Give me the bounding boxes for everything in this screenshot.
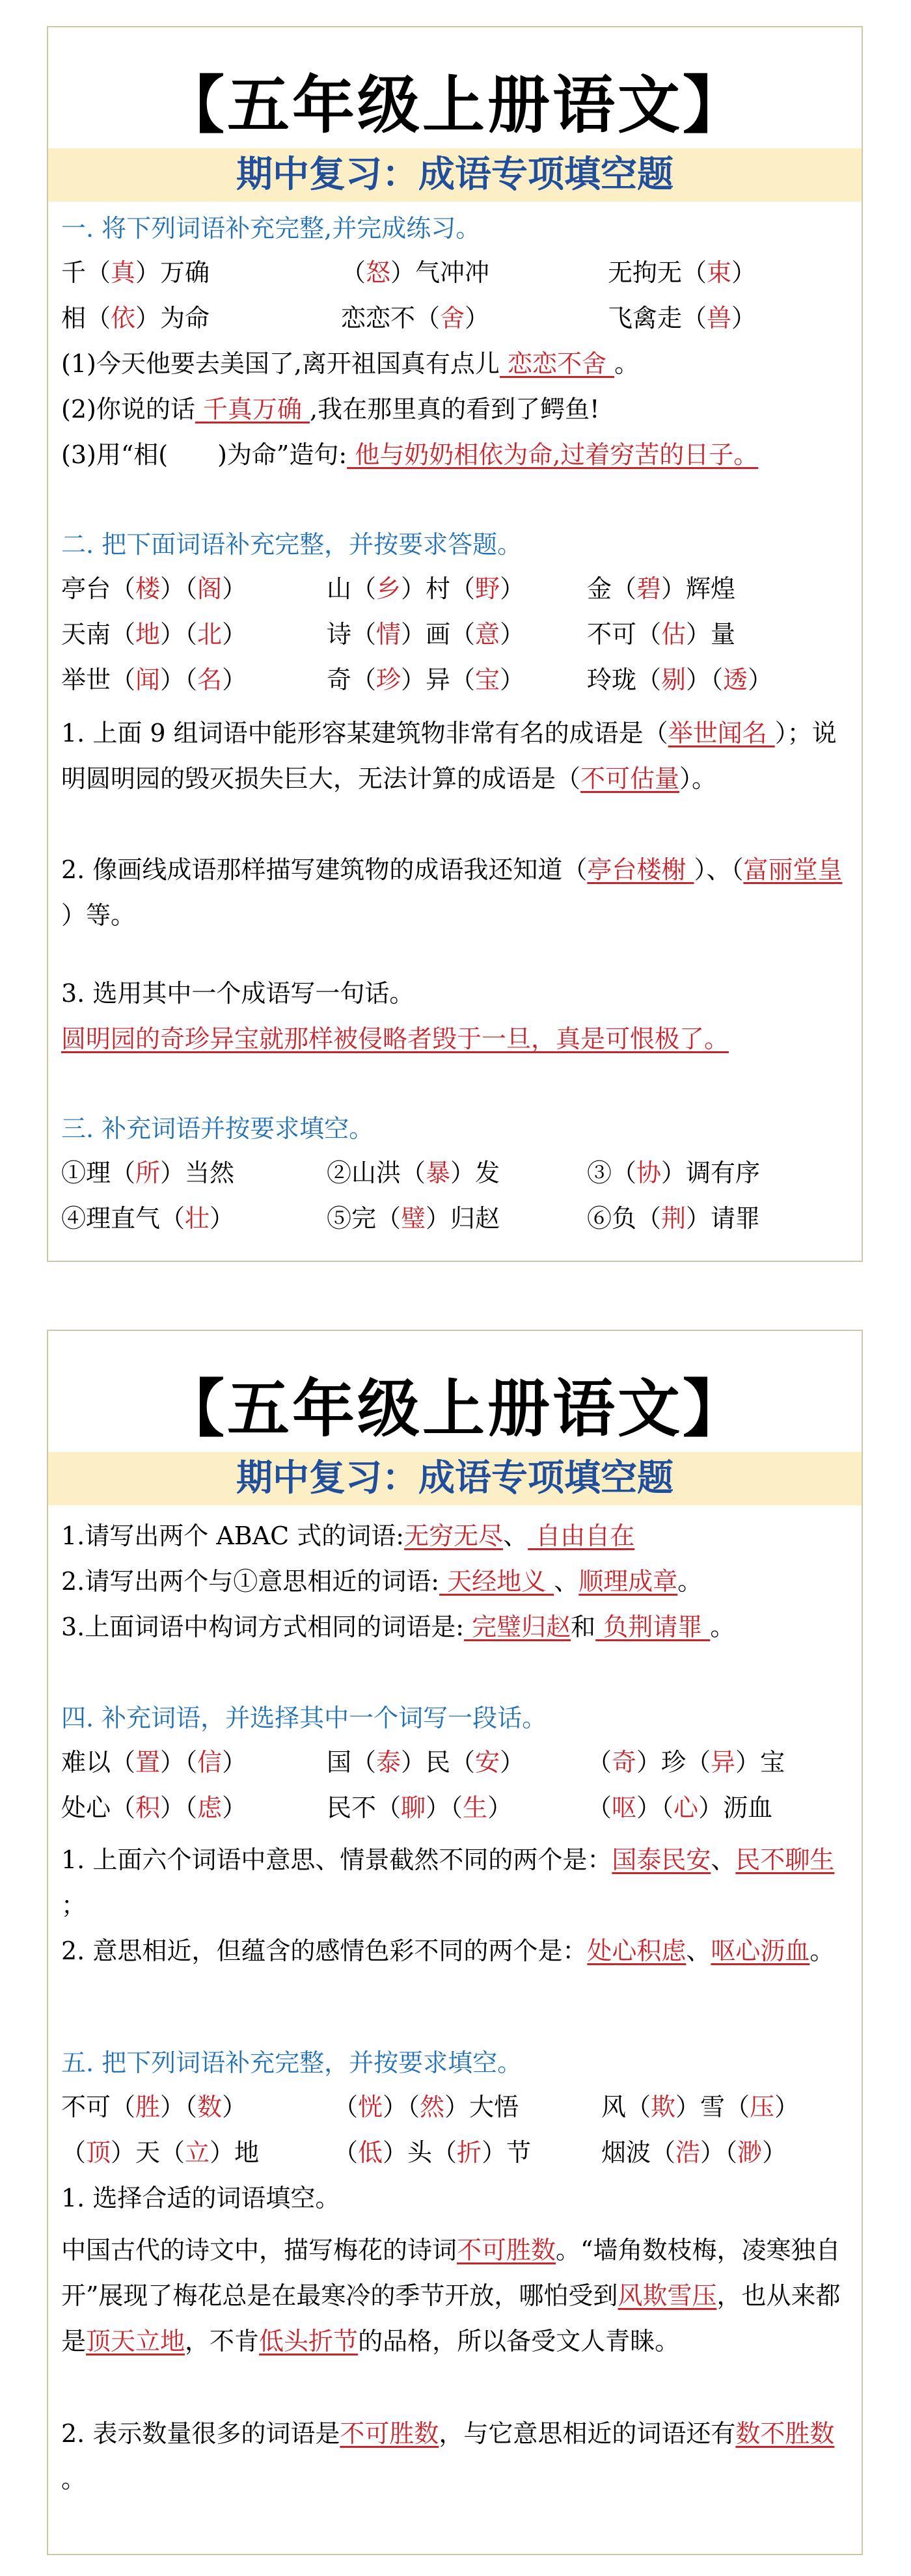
idiom-item: 难以（置）（信） [61, 1748, 247, 1777]
section-5-heading: 五. 把下列词语补充完整，并按要求填空。 [61, 2048, 523, 2077]
page-title: 【五年级上册语文】 [162, 1373, 748, 1445]
idiom-item: ⑥负（荆）请罪 [587, 1204, 761, 1233]
idiom-item: 风（欺）雪（压） [601, 2093, 800, 2121]
answer-line: 圆明园的奇珍异宝就那样被侵略者毁于一旦，真是可恨极了。 [61, 1025, 729, 1053]
idiom-item: ④理直气（壮） [61, 1204, 235, 1233]
idiom-item: （顶）天（立）地 [61, 2138, 260, 2167]
question-line: 3. 选用其中一个成语写一句话。 [61, 979, 415, 1008]
worksheet-page-2 [47, 1330, 863, 2555]
idiom-item: ③（协）调有序 [587, 1159, 761, 1187]
question-paragraph: 2. 像画线成语那样描写建筑物的成语我还知道（亭台楼榭 ）、（富丽堂皇 ）等。 [61, 855, 843, 930]
idiom-item: 处心（积）（虑） [61, 1793, 247, 1822]
idiom-item: （呕）（心）沥血 [587, 1793, 773, 1822]
idiom-item: 不可（胜）（数） [61, 2093, 247, 2121]
idiom-item: 亭台（楼）（阁） [61, 574, 247, 603]
question-paragraph: 中国古代的诗文中，描写梅花的诗词不可胜数。“墙角数枝梅，凌寒独自开”展现了梅花总是在最寒冷的季节开放，哪怕受到风欺雪压，也从来都是顶天立地，不肯低头折节的品格，所以备受文人青睐。 [61, 2236, 841, 2355]
section-2-heading: 二. 把下面词语补充完整，并按要求答题。 [61, 530, 523, 559]
subtitle-banner: 期中复习：成语专项填空题 [48, 1452, 862, 1505]
idiom-item: 民不（聊）（生） [327, 1793, 513, 1822]
idiom-item: 相（依）为命 [61, 304, 210, 332]
idiom-item: 千（真）万确 [61, 258, 210, 287]
idiom-item: 无拘无（束） [608, 258, 757, 287]
idiom-item: ①理（所）当然 [61, 1159, 235, 1187]
idiom-item: 奇（珍）异（宝） [327, 665, 525, 694]
idiom-item: 恋恋不（舍） [341, 304, 490, 332]
section-3-heading: 三. 补充词语并按要求填空。 [61, 1114, 374, 1143]
idiom-item: （低）头（折）节 [333, 2138, 532, 2167]
subtitle-banner: 期中复习：成语专项填空题 [48, 148, 862, 202]
question-line: 3.上面词语中构词方式相同的词语是: 完璧归赵和 负荆请罪 。 [61, 1613, 735, 1641]
idiom-item: （恍）（然）大悟 [333, 2093, 519, 2121]
page-title: 【五年级上册语文】 [162, 69, 748, 142]
idiom-item: ②山洪（暴）发 [327, 1159, 500, 1187]
idiom-item: 国（泰）民（安） [327, 1748, 525, 1777]
idiom-item: 玲珑（剔）（透） [587, 665, 773, 694]
idiom-item: （奇）珍（异）宝 [587, 1748, 785, 1777]
idiom-item: 不可（估）量 [587, 620, 736, 649]
question-line: (2)你说的话 千真万确 ,我在那里真的看到了鳄鱼! [61, 395, 600, 423]
idiom-item: ⑤完（璧）归赵 [327, 1204, 500, 1233]
question-paragraph: 1. 上面 9 组词语中能形容某建筑物非常有名的成语是（举世闻名 ）；说明圆明园的毁灭损失巨大，无法计算的成语是（不可估量）。 [61, 719, 837, 793]
question-line: 1. 选择合适的词语填空。 [61, 2184, 340, 2212]
idiom-item: 烟波（浩）（渺） [601, 2138, 787, 2167]
question-line: 1.请写出两个 ABAC 式的词语:无穷无尽、 自由自在 [61, 1522, 635, 1550]
question-paragraph: 1. 上面六个词语中意思、情景截然不同的两个是：国泰民安、民不聊生 ； [61, 1845, 835, 1920]
idiom-item: 举世（闻）（名） [61, 665, 247, 694]
worksheet-page-1 [47, 26, 863, 1262]
question-line: 2.请写出两个与①意思相近的词语: 天经地义 、顺理成章。 [61, 1567, 703, 1596]
section-1-heading: 一. 将下列词语补充完整,并完成练习。 [61, 214, 481, 243]
question-paragraph: 2. 表示数量很多的词语是不可胜数，与它意思相近的词语还有数不胜数 。 [61, 2419, 835, 2493]
question-line: (3)用“相( )为命”造句: 他与奶奶相依为命,过着穷苦的日子。 [61, 440, 759, 469]
idiom-item: 诗（情）画（意） [327, 620, 525, 649]
question-paragraph: 2. 意思相近，但蕴含的感情色彩不同的两个是：处心积虑、呕心沥血。 [61, 1937, 835, 1965]
idiom-item: （怒）气冲冲 [341, 258, 490, 287]
idiom-item: 山（乡）村（野） [327, 574, 525, 603]
idiom-item: 飞禽走（兽） [608, 304, 757, 332]
idiom-item: 天南（地）（北） [61, 620, 247, 649]
section-4-heading: 四. 补充词语，并选择其中一个词写一段话。 [61, 1704, 547, 1732]
question-line: (1)今天他要去美国了,离开祖国真有点儿 恋恋不舍 。 [61, 349, 640, 378]
idiom-item: 金（碧）辉煌 [587, 574, 736, 603]
